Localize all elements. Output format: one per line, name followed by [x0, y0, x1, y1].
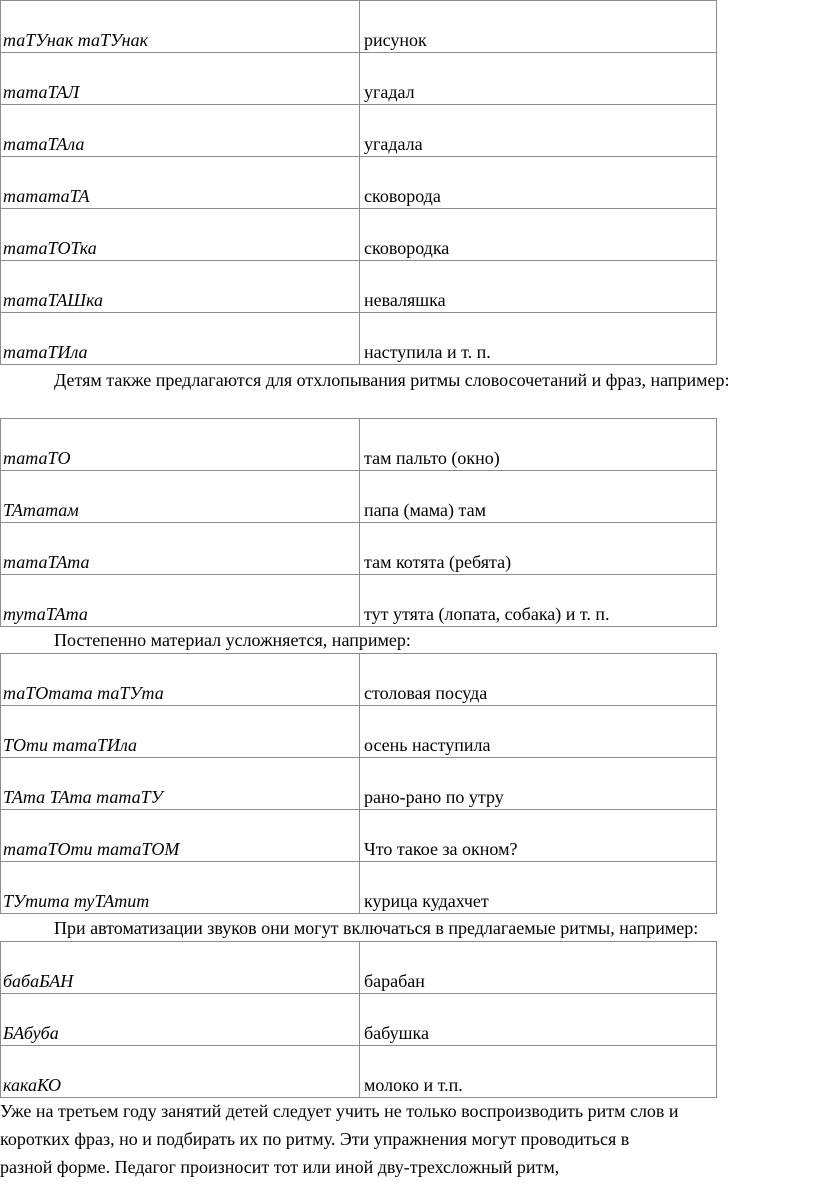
table-row [1, 523, 717, 575]
table-row [1, 261, 717, 313]
paragraph-3: При автоматизации звуков они могут включаться в предлагаемые ритмы, например: [54, 918, 699, 938]
table-row [1, 1, 717, 53]
word-cell: Что такое за окном? [364, 839, 518, 859]
table-row [1, 157, 717, 209]
text-line: Уже на третьем году занятий детей следует учить не только воспроизводить ритм слов и [0, 1101, 679, 1121]
rhythm-cell: БАбуба [3, 1023, 59, 1043]
rhythm-cell: ТАтатам [3, 500, 79, 520]
table-row [1, 758, 717, 810]
final-paragraph [0, 1097, 816, 1181]
word-cell: сковорода [364, 186, 441, 206]
word-cell: наступила и т. п. [364, 342, 491, 362]
table-row [1, 994, 717, 1046]
rhythm-table-2 [0, 418, 717, 627]
word-cell: барабан [364, 971, 425, 991]
rhythm-cell: татаТИла [3, 342, 88, 362]
table-row [1, 313, 717, 365]
word-cell: сковородка [364, 238, 450, 258]
word-cell: там пальто (окно) [364, 448, 500, 468]
word-cell: тут утята (лопата, собака) и т. п. [364, 604, 610, 624]
rhythm-cell: какаКО [3, 1075, 62, 1095]
rhythm-cell: ТАта ТАта татаТУ [3, 787, 163, 807]
rhythm-cell: таТОтата таТУта [3, 683, 164, 703]
table-row [1, 862, 717, 914]
word-cell: там котята (ребята) [364, 552, 512, 572]
rhythm-cell: ТОти татаТИла [3, 735, 138, 755]
table-row [1, 209, 717, 261]
word-cell: молоко и т.п. [364, 1075, 463, 1095]
table-row [1, 942, 717, 994]
word-cell: курица кудахчет [364, 891, 489, 911]
table-row [1, 810, 717, 862]
text-line: коротких фраз, но и подбирать их по ритму. Эти упражнения могут проводиться в [0, 1129, 630, 1149]
rhythm-cell: татаТОти татаТОМ [3, 839, 180, 859]
rhythm-cell: бабаБАН [3, 971, 74, 991]
rhythm-table-1 [0, 0, 717, 365]
table-row [1, 575, 717, 627]
word-cell: рано-рано по утру [364, 787, 504, 807]
rhythm-cell: тутаТАта [3, 604, 88, 624]
word-cell: осень наступила [364, 735, 491, 755]
rhythm-cell: ТУтита туТАтит [3, 891, 150, 911]
table-row [1, 1046, 717, 1098]
rhythm-cell: таТУнак таТУнак [3, 30, 148, 50]
rhythm-cell: татаТО [3, 448, 71, 468]
word-cell: неваляшка [364, 290, 446, 310]
word-cell: папа (мама) там [364, 500, 486, 520]
table-row [1, 471, 717, 523]
word-cell: столовая посуда [364, 683, 488, 703]
paragraph-2: Постепенно материал усложняется, например: [54, 630, 411, 650]
word-cell: бабушка [364, 1023, 429, 1043]
rhythm-cell: татаТАла [3, 134, 85, 154]
rhythm-table-4 [0, 941, 717, 1098]
table-row [1, 706, 717, 758]
table-row [1, 419, 717, 471]
text-line: разной форме. Педагог произносит тот или иной дву-трехсложный ритм, [0, 1157, 560, 1177]
word-cell: угадал [364, 82, 415, 102]
rhythm-cell: татаТАта [3, 552, 90, 572]
word-cell: рисунок [364, 30, 427, 50]
table-row [1, 53, 717, 105]
table-row [1, 105, 717, 157]
rhythm-cell: татаТАШка [3, 290, 104, 310]
paragraph-1: Детям также предлагаются для отхлопывания ритмы словосочетаний и фраз, например: [54, 370, 730, 390]
rhythm-cell: татаТОТка [3, 238, 97, 258]
rhythm-table-3 [0, 653, 717, 914]
rhythm-cell: тататаТА [3, 186, 90, 206]
table-row [1, 654, 717, 706]
rhythm-cell: татаТАЛ [3, 82, 80, 102]
word-cell: угадала [364, 134, 423, 154]
